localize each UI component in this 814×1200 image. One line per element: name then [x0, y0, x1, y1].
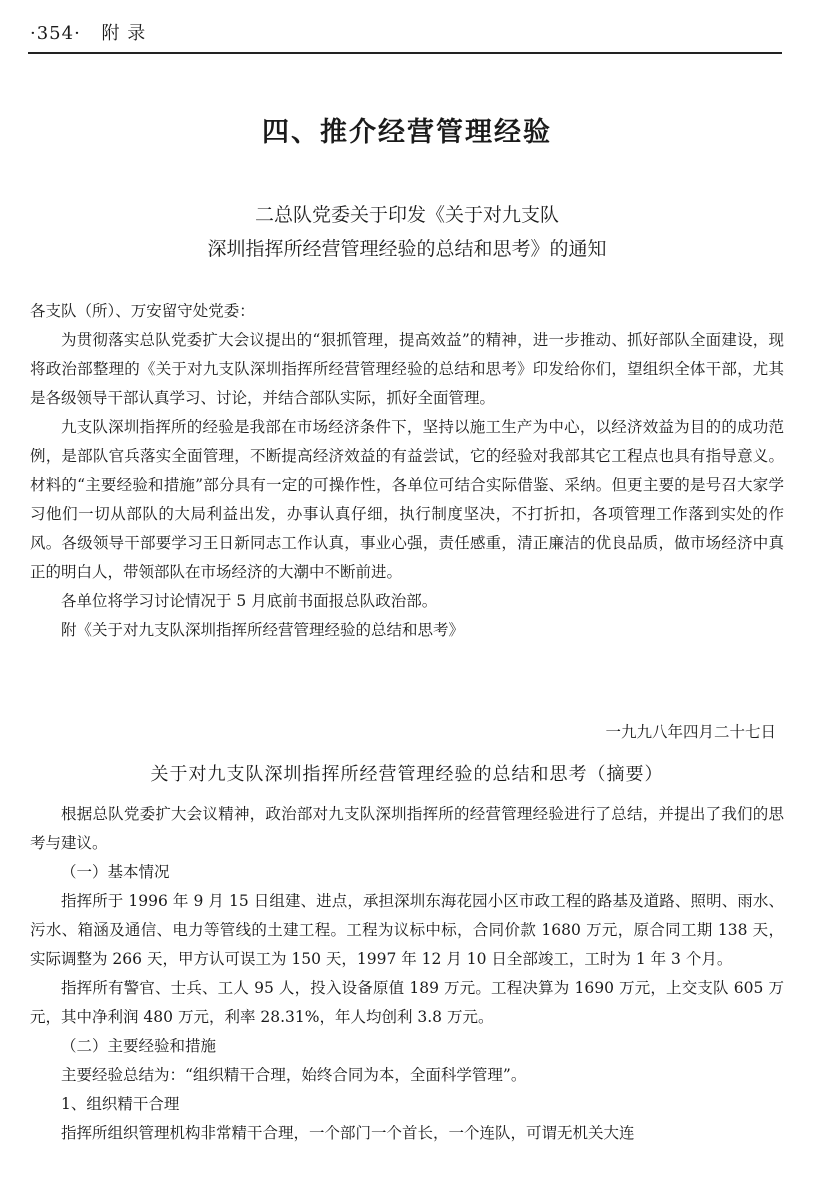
summary-heading: （二）主要经验和措施 — [61, 1037, 217, 1055]
notice-title-line2: 深圳指挥所经营管理经验的总结和思考》的通知 — [207, 238, 607, 260]
notice-attachment: 附《关于对九支队深圳指挥所经营管理经验的总结和思考》 — [61, 621, 465, 639]
summary-heading: 1、组织精干合理 — [61, 1095, 180, 1113]
page-number: ·354· — [30, 23, 81, 44]
notice-date: 一九九八年四月二十七日 — [605, 723, 776, 741]
notice-title-line1: 二总队党委关于印发《关于对九支队 — [254, 204, 559, 226]
summary-paragraph: 主要经验总结为：“组织精干合理，始终合同为本，全面科学管理”。 — [61, 1066, 527, 1084]
header-rule — [28, 52, 782, 54]
notice-paragraph: 各单位将学习讨论情况于 5 月底前书面报总队政治部。 — [61, 592, 438, 610]
section-title: 四、推介经营管理经验 — [262, 117, 552, 148]
notice-title — [0, 198, 814, 266]
notice-paragraph: 九支队深圳指挥所的经验是我部在市场经济条件下，坚持以施工生产为中心，以经济效益为目的的成功范例，是部队官兵落实全面管理，不断提高经济效益的有益尝试，它的经验对我部其它工程点也具有指导意义。材料的“主要经验和措施”部分具有一定的可操作性，各单位可结合实际借鉴、采纳。但更主要的是号召大家学习他们一切从部队的大局利益出发，办事认真仔细，执行制度坚决，不打折扣，各项管理工作落到实处的作风。各级领导干部要学习王日新同志工作认真，事业心强，责任感重，清正廉洁的优良品质，做市场经济中真正的明白人，带领部队在市场经济的大潮中不断前进。 — [30, 418, 784, 581]
running-header — [30, 20, 784, 48]
summary-intro: 根据总队党委扩大会议精神，政治部对九支队深圳指挥所的经营管理经验进行了总结，并提出了我们的思考与建议。 — [30, 805, 784, 852]
notice-body — [30, 297, 784, 645]
summary-title: 关于对九支队深圳指挥所经营管理经验的总结和思考（摘要） — [150, 764, 664, 785]
summary-heading: （一）基本情况 — [61, 863, 170, 881]
header-section: 附 录 — [101, 23, 147, 44]
notice-salutation: 各支队（所）、万安留守处党委： — [30, 302, 255, 320]
summary-paragraph: 指挥所于 1996 年 9 月 15 日组建、进点，承担深圳东海花园小区市政工程的路基及道路、照明、雨水、污水、箱涵及通信、电力等管线的土建工程。工程为议标中标，合同价款 1680 万元，原合同工期 138 天，实际调整为 266 天，甲方认可误工为 150 天，1997 年 12 月 10 日全部竣工，工时为 1 年 3 个月。 — [30, 892, 784, 968]
summary-paragraph: 指挥所有警官、士兵、工人 95 人，投入设备原值 189 万元。工程决算为 1690 万元，上交支队 605 万元，其中净利润 480 万元，利率 28.31%，年人均创利 3.8 万元。 — [30, 979, 784, 1026]
notice-paragraph: 为贯彻落实总队党委扩大会议提出的“狠抓管理，提高效益”的精神，进一步推动、抓好部队全面建设，现将政治部整理的《关于对九支队深圳指挥所经营管理经验的总结和思考》印发给你们，望组织全体干部，尤其是各级领导干部认真学习、讨论，并结合部队实际，抓好全面管理。 — [30, 331, 784, 407]
summary-paragraph: 指挥所组织管理机构非常精干合理，一个部门一个首长，一个连队，可谓无机关大连 — [61, 1124, 635, 1142]
summary-body — [30, 800, 784, 1148]
